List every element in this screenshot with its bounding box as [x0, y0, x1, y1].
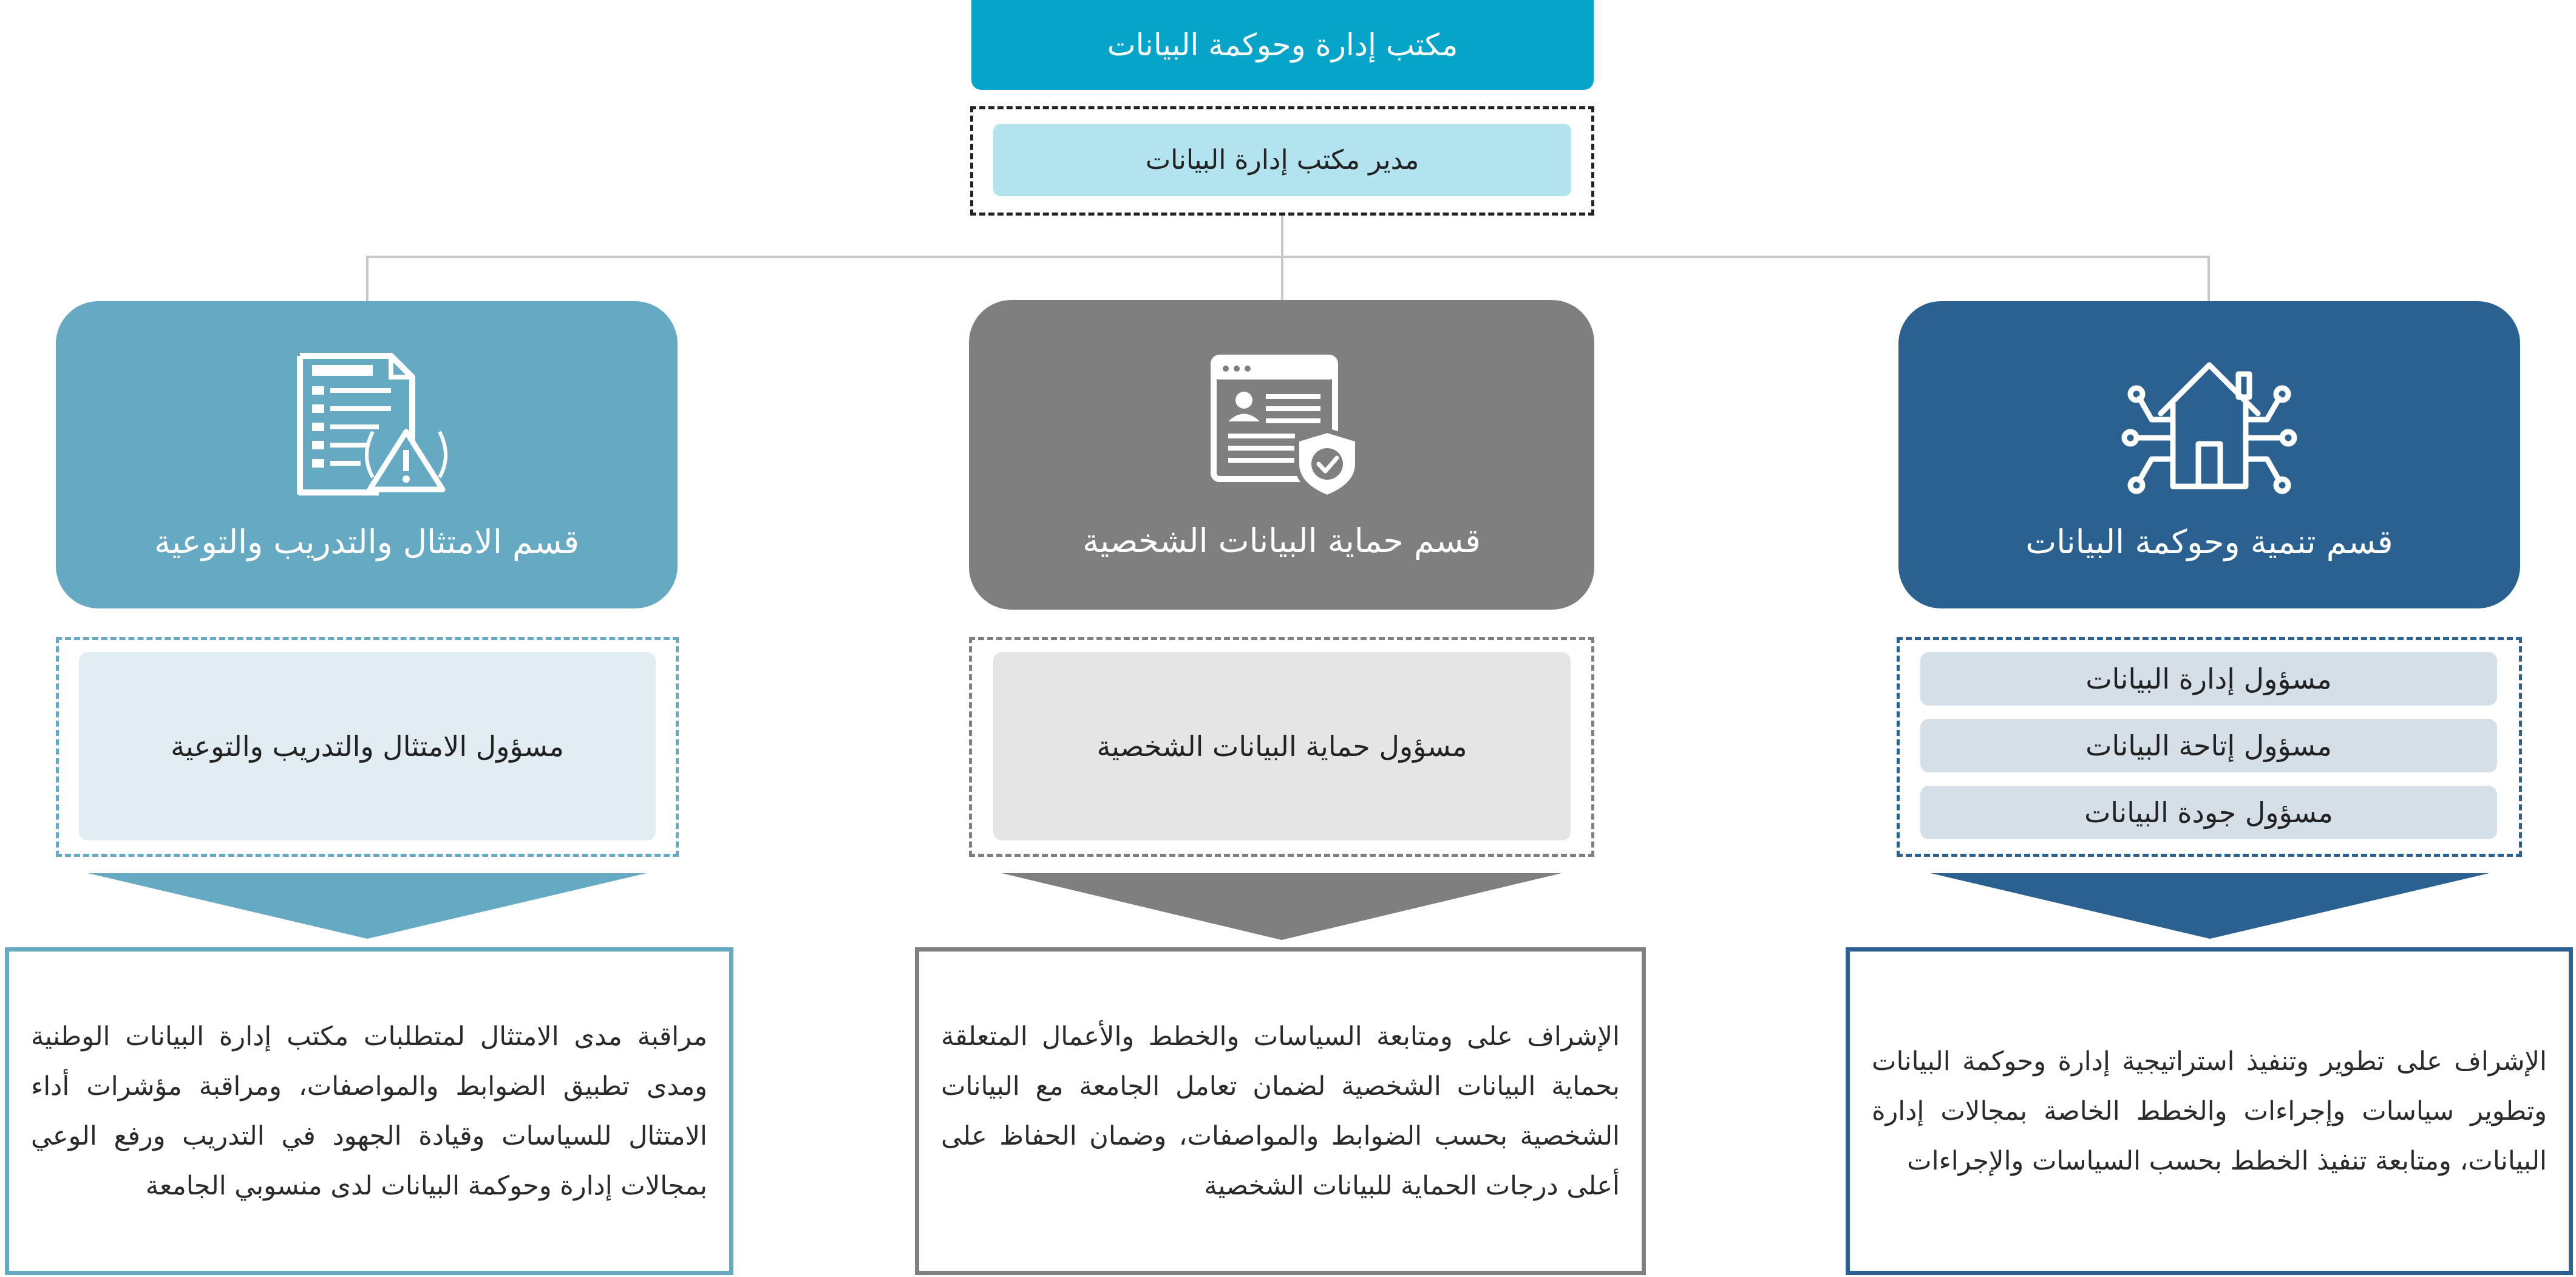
- director-box: مدير مكتب إدارة البيانات: [993, 124, 1571, 196]
- connector-vertical-main: [1281, 216, 1283, 258]
- description-text: الإشراف على تطوير وتنفيذ استراتيجية إدارة وحوكمة البيانات وتطوير سياسات وإجراءات والخطط الخاصة بمجالات إدارة البيانات، ومتابعة تنفيذ الخطط بحسب السياسات والإجراءات: [1872, 1046, 2547, 1176]
- dept-title: قسم تنمية وحوكمة البيانات: [2025, 523, 2393, 561]
- role-personal-data-protection: مسؤول حماية البيانات الشخصية: [993, 652, 1571, 840]
- role-data-management: مسؤول إدارة البيانات: [1920, 652, 2497, 706]
- dept-compliance-training: [56, 301, 678, 608]
- connector-left: [366, 256, 369, 301]
- description-personal-data: [915, 947, 1646, 1275]
- dept-title: قسم الامتثال والتدريب والتوعية: [154, 523, 579, 561]
- smart-home-network-icon: [2118, 347, 2300, 499]
- document-warning-icon: [276, 347, 458, 499]
- office-title: مكتب إدارة وحوكمة البيانات: [971, 0, 1594, 90]
- description-compliance: [5, 947, 733, 1275]
- connector-horizontal: [366, 256, 2210, 258]
- profile-shield-icon: [1191, 346, 1373, 497]
- role-compliance-training: مسؤول الامتثال والتدريب والتوعية: [79, 652, 656, 840]
- arrow-compliance: [88, 873, 647, 939]
- dept-title: قسم حماية البيانات الشخصية: [1082, 522, 1481, 560]
- description-text: الإشراف على ومتابعة السياسات والخطط والأعمال المتعلقة بحماية البيانات الشخصية لضمان تعامل الجامعة مع البيانات الشخصية بحسب الضوابط والمواصفات، وضمان الحفاظ على أعلى درجات الحماية للبيانات الشخصية: [941, 1021, 1620, 1201]
- connector-right: [2207, 256, 2210, 301]
- dept-data-governance: [1898, 301, 2520, 608]
- description-data-governance: [1846, 947, 2573, 1275]
- arrow-personal-data: [1002, 873, 1562, 940]
- dept-personal-data-protection: [969, 300, 1594, 610]
- description-text: مراقبة مدى الامتثال لمتطلبات مكتب إدارة البيانات الوطنية ومدى تطبيق الضوابط والمواصفات، ومراقبة مؤشرات أداء الامتثال للسياسات وقيادة الجهود في التدريب ورفع الوعي بمجالات إدارة وحوكمة البيانات لدى منسوبي الجامعة: [31, 1021, 707, 1201]
- connector-center: [1281, 256, 1283, 301]
- role-data-quality: مسؤول جودة البيانات: [1920, 786, 2497, 839]
- role-data-availability: مسؤول إتاحة البيانات: [1920, 719, 2497, 772]
- arrow-data-governance: [1931, 873, 2489, 939]
